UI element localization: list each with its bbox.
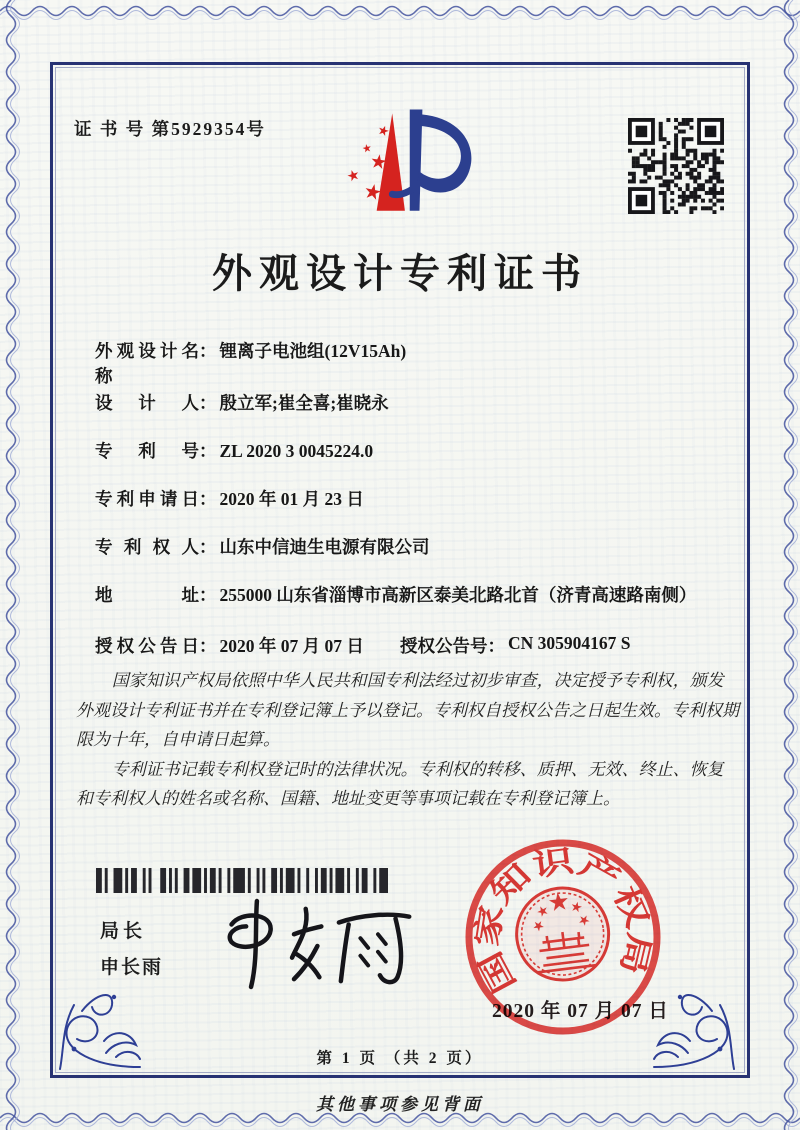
field-label: 专利权人 [95,537,199,557]
national-emblem-icon [511,883,614,986]
director-signature [212,894,417,994]
decorative-border-top [0,1,800,21]
field-value: 2020 年 07 月 07 日 [219,636,364,656]
cnipa-logo-icon [328,101,474,227]
field-label: 授权公告日 [95,636,199,656]
field-designers [95,390,389,417]
official-seal [448,822,678,1052]
field-patentee [95,534,430,561]
legal-paragraph: 专利证书记载专利权登记时的法律状况。专利权的转移、质押、无效、终止、恢复和专利权人的姓名或名称、国籍、地址变更等事项记载在专利登记簿上。 [76,759,724,808]
field-design-name [95,338,406,388]
field-colon: ： [199,341,217,361]
field-value: CN 305904167 S [508,633,631,653]
page-number: 第 1 页 （共 2 页） [316,1050,484,1067]
barcode [94,866,390,896]
seal-text: 国家知识产权局 [468,844,658,999]
certificate-title: 外观设计专利证书 [212,251,588,296]
field-label: 授权公告号 [400,636,488,656]
field-label: 设计人 [95,393,199,413]
field-value: ZL 2020 3 0045224.0 [219,441,374,461]
field-value: 2020 年 01 月 23 日 [219,489,364,509]
legal-paragraph: 国家知识产权局依照中华人民共和国专利法经过初步审查，决定授予专利权，颁发外观设计专利证书并在专利登记簿上予以登记。专利权自授权公告之日起生效。专利权期限为十年，自申请日起算。 [76,671,739,749]
decorative-border-right [779,0,799,1130]
field-label: 地址 [95,585,199,605]
field-colon: ： [199,585,217,605]
certificate-number: 证 书 号 第5929354号 [74,119,266,139]
field-application-date [95,486,364,513]
back-note: 其他事项参见背面 [316,1095,484,1114]
field-label: 专利申请日 [95,489,199,509]
qr-code [628,118,724,214]
legal-text-block [76,666,740,814]
field-value: 255000 山东省淄博市高新区泰美北路北首（济青高速路南侧） [219,585,697,605]
director-name: 申长雨 [100,957,164,978]
field-value: 锂离子电池组(12V15Ah) [219,341,407,361]
field-colon: ： [487,636,505,656]
field-label: 外观设计名称 [95,341,199,386]
field-colon: ： [199,393,217,413]
decorative-border-left [1,0,21,1130]
field-colon: ： [199,489,217,509]
field-colon: ： [199,441,217,461]
field-colon: ： [199,636,217,656]
seal-date: 2020 年 07 月 07 日 [492,1001,669,1022]
director-title: 局长 [100,921,147,942]
field-grant-number [400,633,631,658]
field-colon: ： [199,537,217,557]
field-patent-number [95,438,373,465]
field-label: 专利号 [95,441,199,461]
field-value: 殷立军;崔全喜;崔晓永 [219,393,389,413]
field-grant-row [95,633,745,660]
field-value: 山东中信迪生电源有限公司 [219,537,430,557]
field-address [95,582,698,609]
